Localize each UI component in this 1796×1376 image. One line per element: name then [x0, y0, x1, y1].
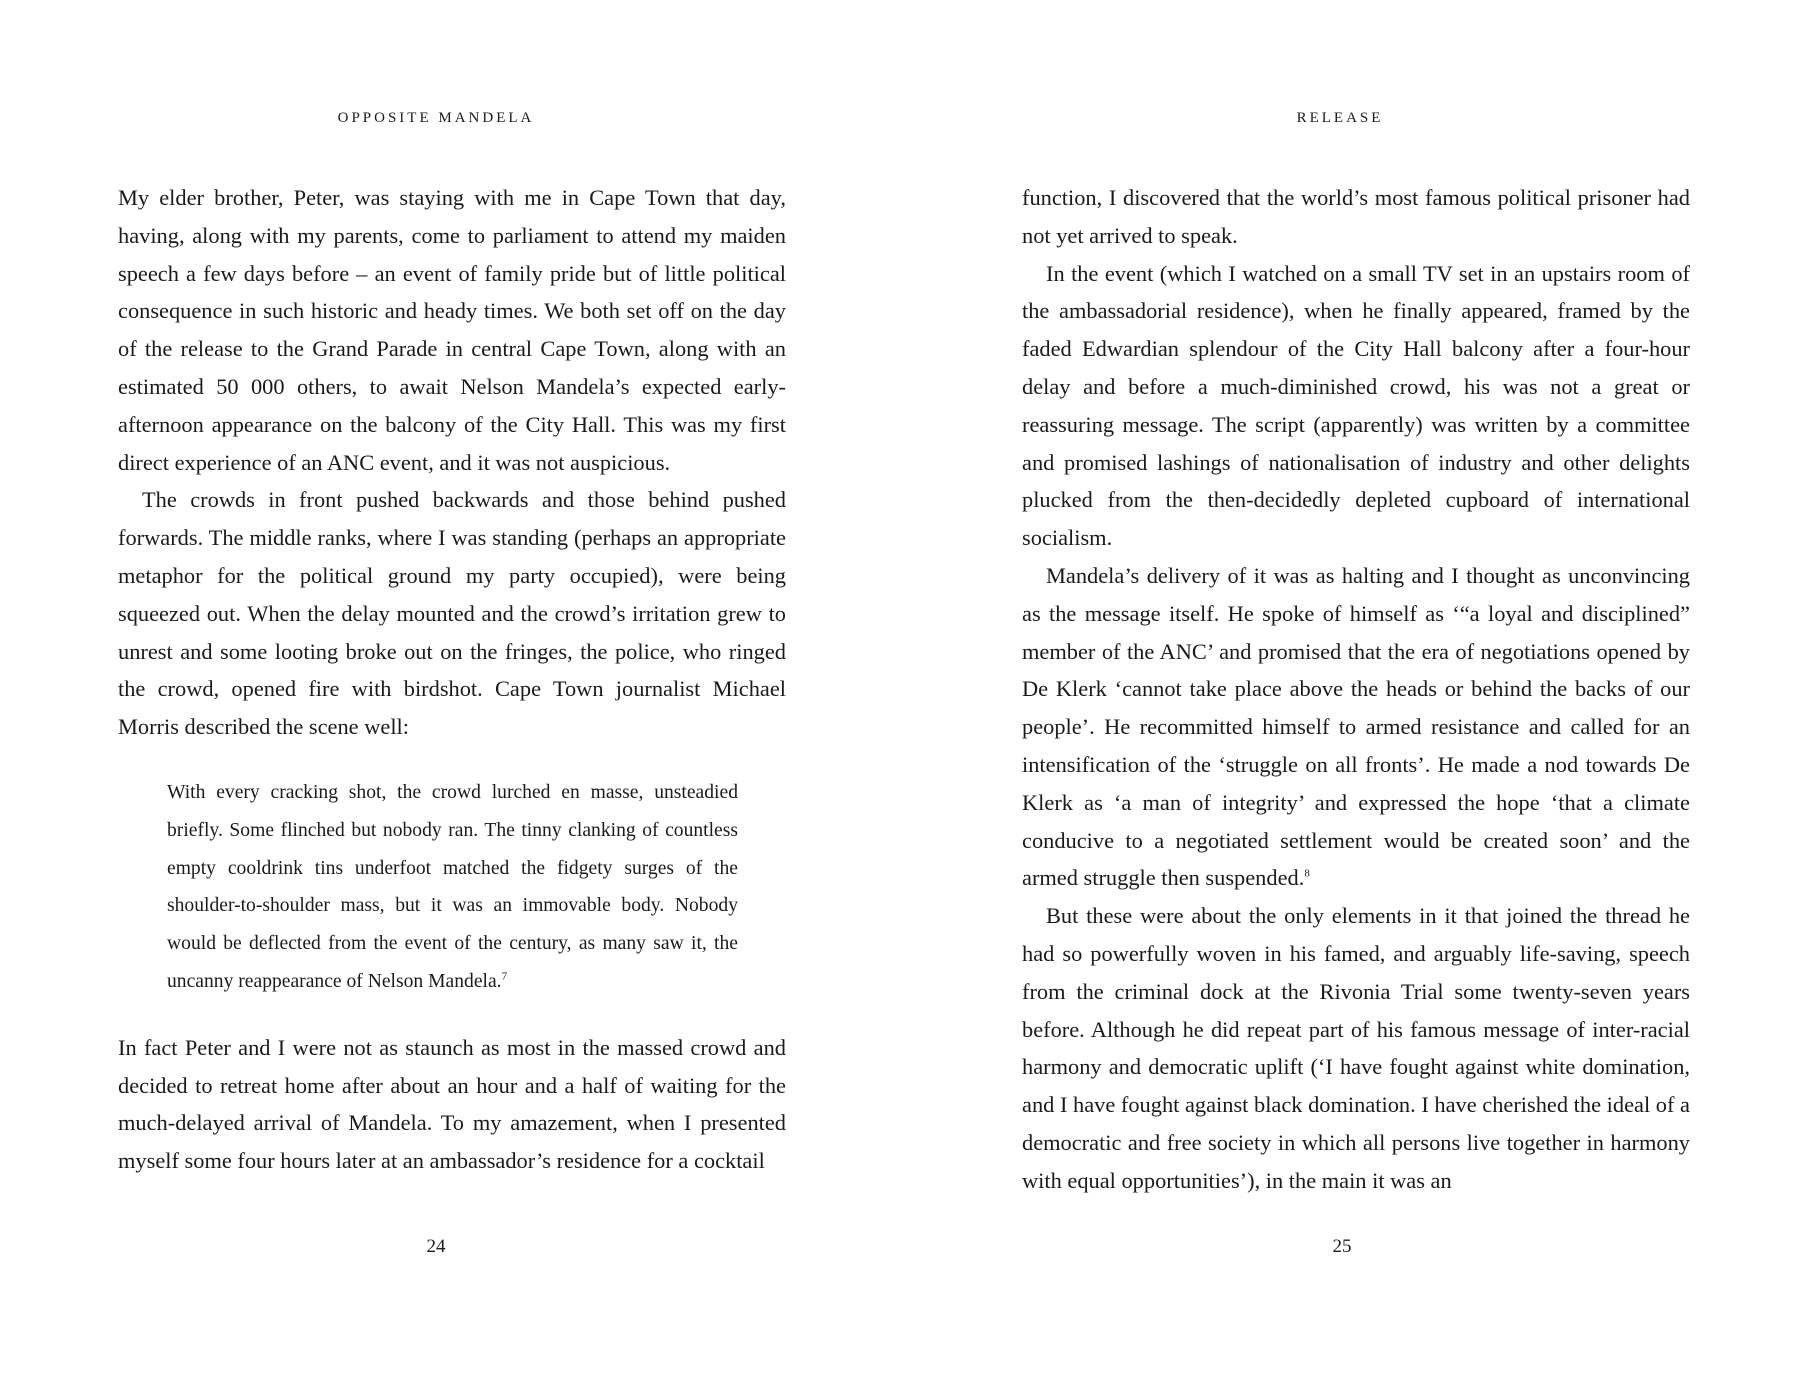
body-paragraph: My elder brother, Peter, was staying with me in Cape Town that day, having, along with my parents, come to parliament to attend my maiden speech a few days before – an event of family pride but of little political consequence in such historic and heady times. We both set off on the day of the release to the Grand Parade in central Cape Town, along with an estimated 50 000 others, to await Nelson Mandela’s expected early-afternoon appearance on the balcony of the City Hall. This was my first direct experience of an ANC event, and it was not auspicious.	[118, 185, 786, 475]
body-paragraph	[1022, 557, 1690, 897]
body-paragraph: In the event (which I watched on a small TV set in an upstairs room of the ambassadorial residence), when he finally appeared, framed by the faded Edwardian splendour of the City Hall balcony after a four-hour delay and before a much-diminished crowd, his was not a great or reassuring message. The script (apparently) was written by a committee and promised lashings of nationalisation of industry and other delights plucked from the then-decidedly depleted cupboard of international socialism.	[1022, 260, 1690, 551]
left-text-block	[118, 179, 786, 1180]
footnote-marker: 7	[501, 970, 508, 983]
running-head-right: RELEASE	[1296, 110, 1384, 126]
block-quote-text: With every cracking shot, the crowd lurched en masse, unsteadied briefly. Some flinched but nobody ran. The tinny clanking of countless empty cooldrink tins underfoot matched the fidgety surges of the shoulder-to-shoulder mass, but it was an immovable body. Nobody would be deflected from the event of the century, as many saw it, the uncanny reappearance of Nelson Mandela.	[167, 781, 738, 992]
footnote-marker: 8	[1304, 867, 1310, 880]
body-paragraph-text: Mandela’s delivery of it was as halting and I thought as unconvincing as the message itself. He spoke of himself as ‘“a loyal and disciplined” member of the ANC’ and promised that the era of negotiations opened by De Klerk ‘cannot take place above the heads or behind the backs of our people’. He recommitted himself to armed resistance and called for an intensification of the ‘struggle on all fronts’. He made a nod towards De Klerk as ‘a man of integrity’ and expressed the hope ‘that a climate conducive to a negotiated settlement would be created soon’ and the armed struggle then suspended.	[1022, 562, 1690, 891]
page-number-right: 25	[1332, 1236, 1352, 1257]
body-paragraph: In fact Peter and I were not as staunch as most in the massed crowd and decided to retreat home after about an hour and a half of waiting for the much-delayed arrival of Mandela. To my amazement, when I presented myself some four hours later at an ambassador’s residence for a cocktail	[118, 1034, 786, 1174]
right-page	[1022, 0, 1690, 1376]
running-head-left: OPPOSITE MANDELA	[337, 110, 535, 126]
block-quote	[167, 774, 738, 1001]
page-number-left: 24	[426, 1236, 446, 1257]
body-paragraph: The crowds in front pushed backwards and those behind pushed forwards. The middle ranks, where I was standing (perhaps an appropriate metaphor for the political ground my party occupied), were being squeezed out. When the delay mounted and the crowd’s irritation grew to unrest and some looting broke out on the fringes, the police, who ringed the crowd, opened fire with birdshot. Cape Town journalist Michael Morris described the scene well:	[118, 487, 786, 740]
body-paragraph: function, I discovered that the world’s most famous political prisoner had not yet arrived to speak.	[1022, 185, 1690, 248]
right-text-block	[1022, 179, 1690, 1200]
body-paragraph: But these were about the only elements in it that joined the thread he had so powerfully woven in his famed, and arguably life-saving, speech from the criminal dock at the Rivonia Trial some twenty-seven years before. Although he did repeat part of his famous message of inter-racial harmony and democratic uplift (‘I have fought against white domination, and I have fought against black domination. I have cherished the ideal of a democratic and free society in which all persons live together in harmony with equal opportunities’), in the main it was an	[1022, 903, 1690, 1193]
left-page	[118, 0, 786, 1376]
